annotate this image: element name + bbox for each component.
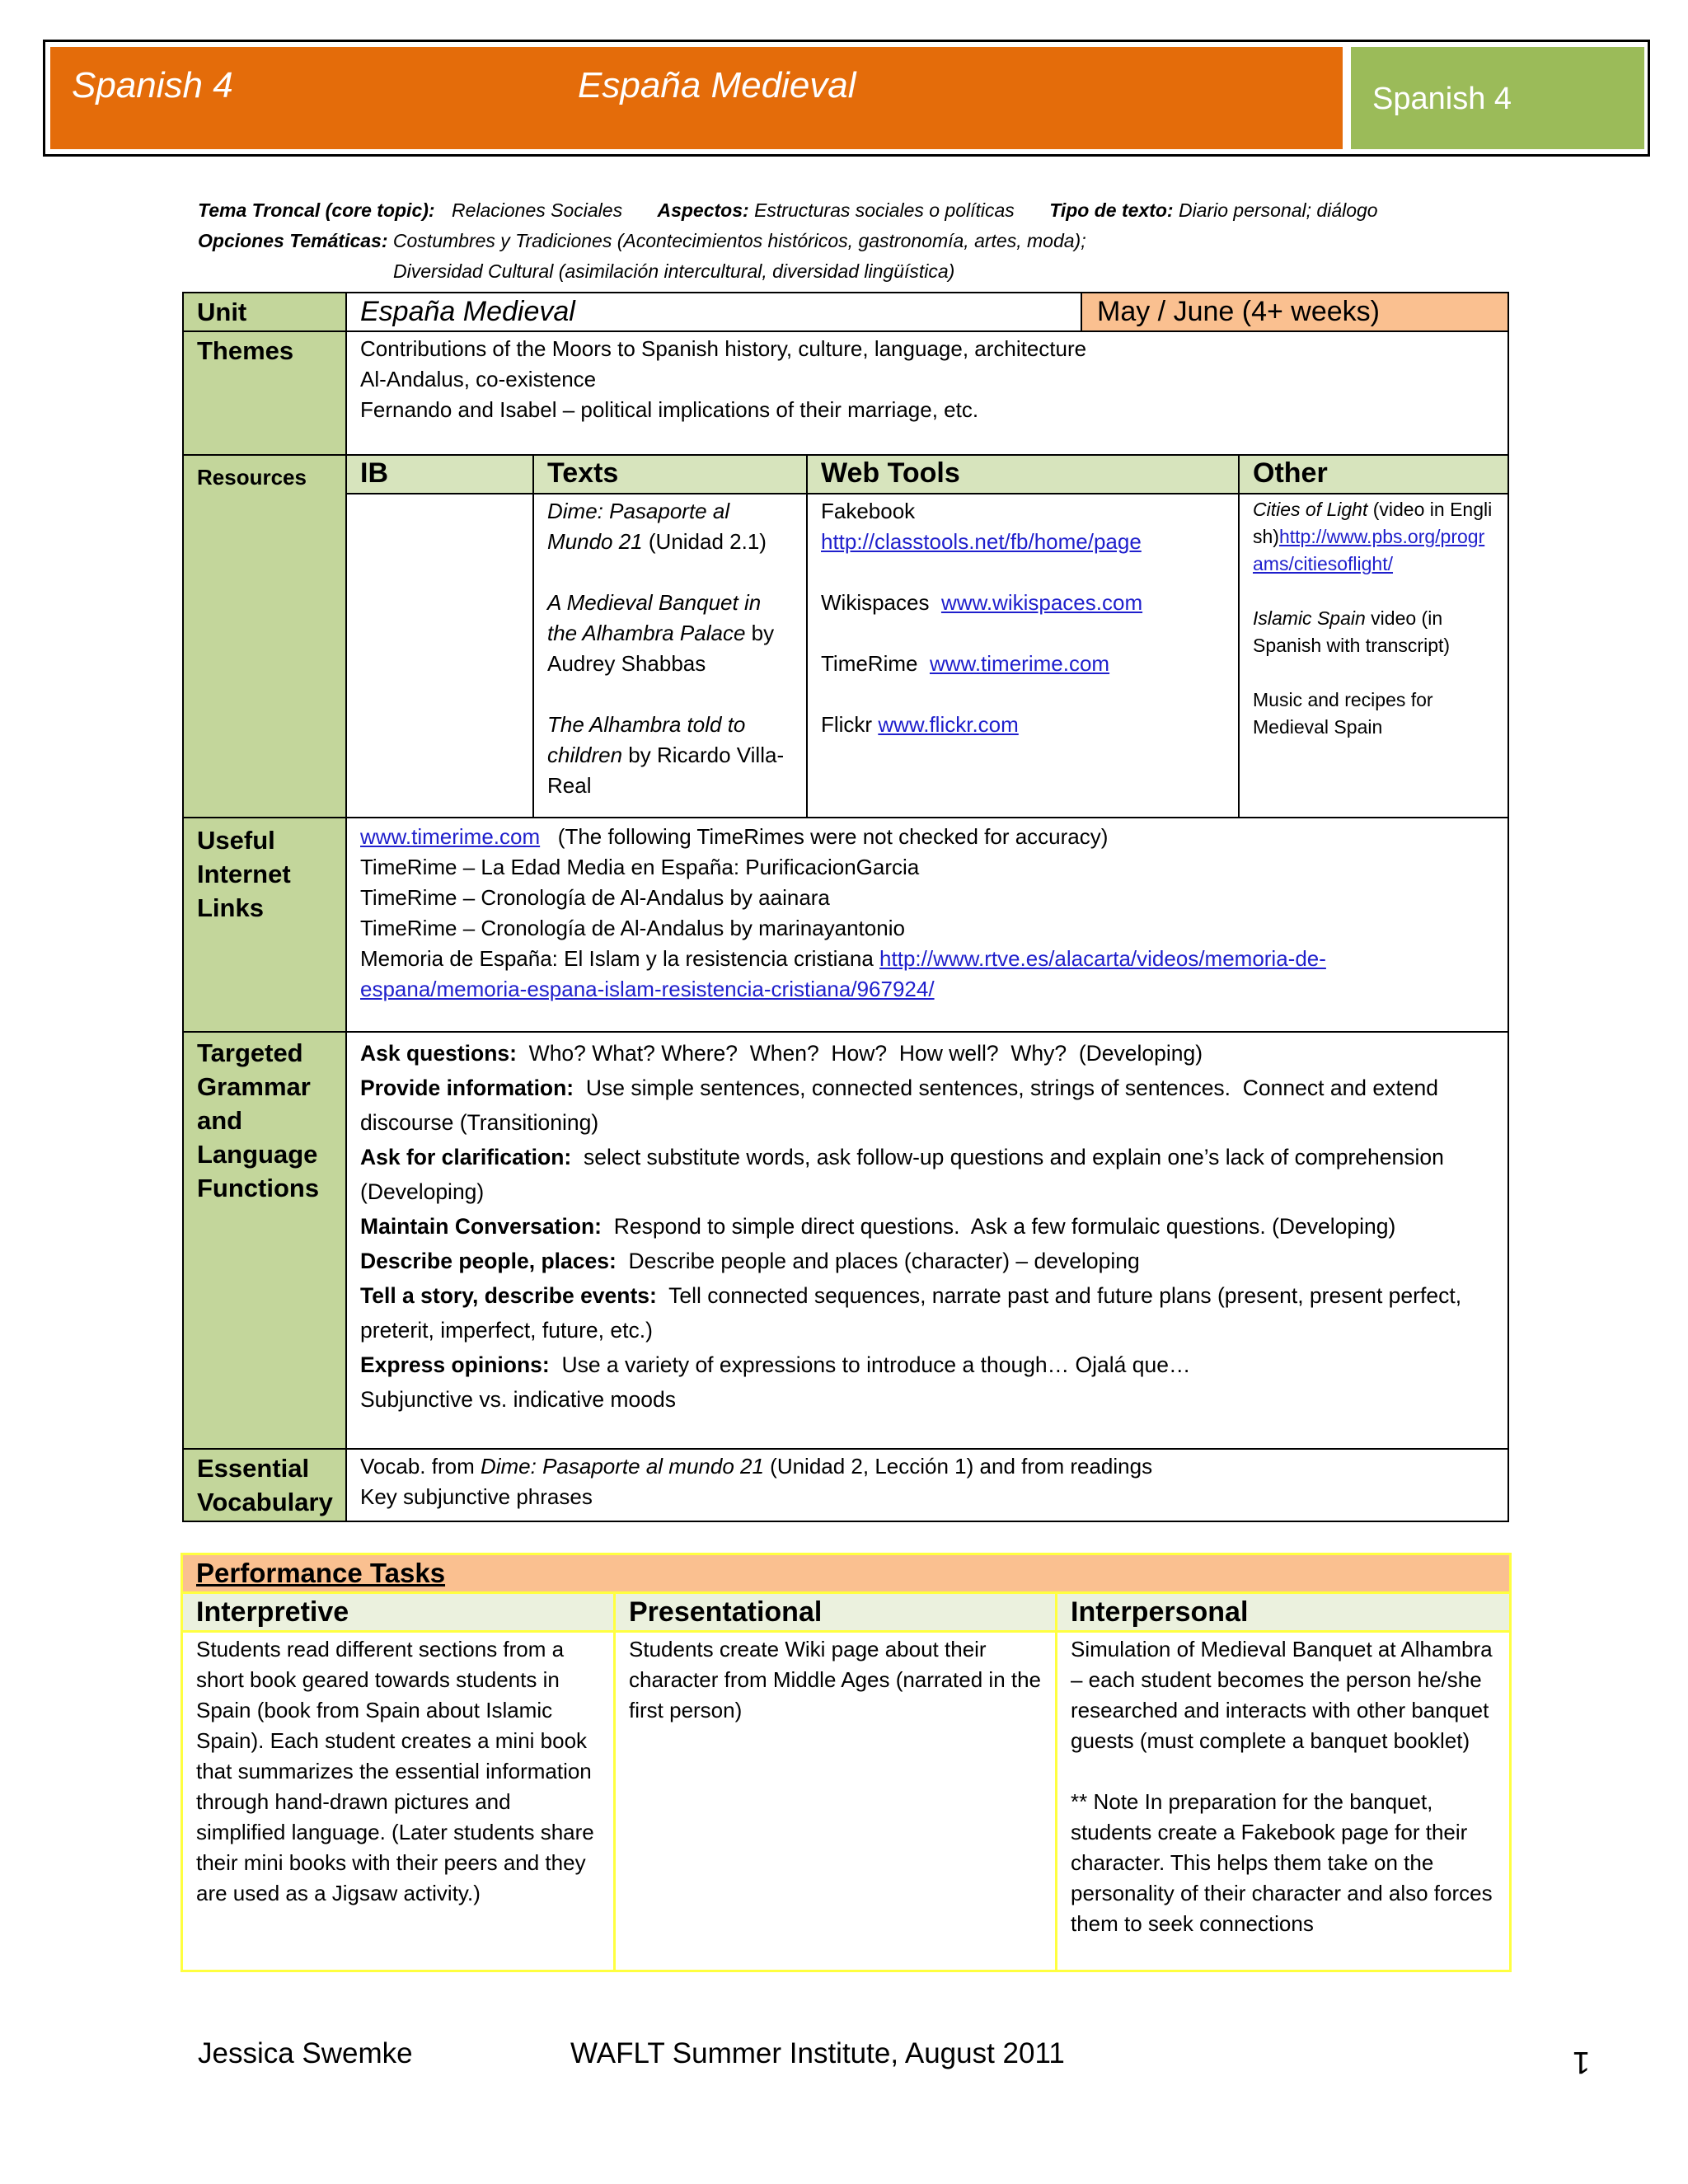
web-tool-fakebook: Fakebook — [821, 499, 916, 523]
aspects-label: Aspectos: — [657, 199, 749, 221]
unit-value: España Medieval — [346, 293, 1081, 331]
theme-item: Fernando and Isabel – political implications of their marriage, etc. — [360, 397, 979, 422]
interpersonal-task-main: Simulation of Medieval Banquet at Alhambra – each student becomes the person he/she researched and interacts with other banquet guests (must complete a banquet booklet) — [1071, 1637, 1493, 1753]
grammar-item: Subjunctive vs. indicative moods — [360, 1387, 676, 1412]
text-resource-dime: Dime: Pasaporte al Mundo 21 (Unidad 2.1) — [547, 499, 767, 554]
resources-label: Resources — [183, 455, 346, 818]
resources-grid — [346, 455, 1508, 818]
page-number: 1 — [1573, 2045, 1591, 2079]
resources-header-ib: IB — [347, 456, 533, 494]
banner-orange-block — [50, 47, 1343, 149]
links-content — [346, 818, 1508, 1032]
link-item: TimeRime – Cronología de Al-Andalus by aainara — [360, 885, 830, 910]
interpersonal-task-note: ** Note In preparation for the banquet, students create a Fakebook page for their character. This helps them take on the personality of their character and also forces them to seek connections — [1071, 1789, 1493, 1936]
theme-item: Al-Andalus, co-existence — [360, 367, 597, 391]
text-resource-banquet: A Medieval Banquet in the Alhambra Palace by Audrey Shabbas — [547, 590, 775, 676]
topic-line-3 — [393, 260, 954, 283]
interpersonal-header: Interpersonal — [1057, 1593, 1511, 1632]
options-value-2: Diversidad Cultural (asimilación intercultural, diversidad lingüística) — [393, 260, 955, 282]
unit-date: May / June (4+ weeks) — [1081, 293, 1508, 331]
grammar-label: Targeted Grammar and Language Functions — [183, 1032, 346, 1449]
memoria-link-item: Memoria de España: El Islam y la resistencia cristiana http://www.rtve.es/alacarta/videos/memoria-de- — [360, 946, 1326, 971]
other-resource-music-recipes: Music and recipes for Medieval Spain — [1253, 689, 1433, 738]
links-note: (The following TimeRimes were not checked for accuracy) — [540, 824, 1109, 849]
presentational-task: Students create Wiki page about their character from Middle Ages (narrated in the first person) — [615, 1632, 1057, 1971]
header-banner — [43, 40, 1650, 157]
vocab-line-2: Key subjunctive phrases — [360, 1484, 593, 1509]
grammar-item: Provide information: Use simple sentences, connected sentences, strings of sentences. Connect and extend discourse (Transitioning) — [360, 1076, 1445, 1135]
banner-course-title: Spanish 4 — [72, 65, 233, 105]
interpretive-task: Students read different sections from a short book geared towards students in Spain (book from Spain about Islamic Spain). Each student creates a mini book that summarizes the essential information through hand-drawn pictures and simplified language. (Later students share their mini books with their peers and they are used as a Jigsaw activity.) — [182, 1632, 615, 1971]
links-label: Useful Internet Links — [183, 818, 346, 1032]
resources-inner-table — [347, 456, 1507, 817]
resources-header-texts: Texts — [533, 456, 807, 494]
resources-ib-cell — [347, 494, 533, 817]
footer-author: Jessica Swemke — [198, 2037, 413, 2069]
core-topic-value: Relaciones Sociales — [451, 199, 623, 221]
options-value-1: Costumbres y Tradiciones (Acontecimientos históricos, gastronomía, artes, moda); — [392, 230, 1086, 251]
grammar-item: Ask questions: Who? What? Where? When? How? How well? Why? (Developing) — [360, 1041, 1203, 1066]
grammar-item: Tell a story, describe events: Tell connected sequences, narrate past and future plans (present, present perfect, preterit, imperfect, future, etc.) — [360, 1283, 1468, 1343]
text-type-label: Tipo de texto: — [1049, 199, 1174, 221]
banner-green-block — [1351, 47, 1644, 149]
banner-unit-title: España Medieval — [578, 65, 856, 105]
grammar-item: Ask for clarification: select substitute words, ask follow-up questions and explain one’s lack of comprehension (Developing) — [360, 1145, 1451, 1204]
fakebook-link[interactable]: http://classtools.net/fb/home/page — [821, 529, 1142, 554]
resources-other-cell — [1239, 494, 1507, 817]
interpersonal-task — [1057, 1632, 1511, 1971]
unit-plan-table — [182, 292, 1509, 1522]
core-topic-label: Tema Troncal (core topic): — [198, 199, 435, 221]
other-resource-islamic-spain: Islamic Spain video (in Spanish with transcript) — [1253, 607, 1451, 656]
link-item: TimeRime – Cronología de Al-Andalus by marinayantonio — [360, 916, 905, 940]
wikispaces-link[interactable]: www.wikispaces.com — [940, 590, 1143, 615]
unit-label: Unit — [183, 293, 346, 331]
footer-event: WAFLT Summer Institute, August 2011 — [570, 2037, 1065, 2069]
rtve-link-cont[interactable]: espana/memoria-espana-islam-resistencia-cristiana/967924/ — [360, 977, 935, 1001]
rtve-link[interactable]: http://www.rtve.es/alacarta/videos/memoria-de- — [879, 946, 1326, 971]
web-tool-wikispaces: Wikispaces www.wikispaces.com — [821, 590, 1143, 615]
themes-label: Themes — [183, 331, 346, 455]
performance-tasks-title: Performance Tasks — [182, 1554, 1511, 1593]
other-resource-cities-of-light: Cities of Light (video in English)http://www.pbs.org/programs/citiesoflight/ — [1253, 499, 1493, 574]
topic-line-1 — [198, 199, 1378, 222]
pbs-link[interactable]: http://www.pbs.org/programs/citiesoflight/ — [1253, 526, 1485, 574]
topic-line-2 — [198, 230, 1086, 252]
presentational-header: Presentational — [615, 1593, 1057, 1632]
grammar-item: Describe people, places: Describe people and places (character) – developing — [360, 1249, 1140, 1273]
options-label: Opciones Temáticas: — [198, 230, 388, 251]
text-resource-alhambra: The Alhambra told to children by Ricardo Villa- Real — [547, 712, 785, 798]
grammar-item: Express opinions: Use a variety of expressions to introduce a though… Ojalá que… — [360, 1352, 1191, 1377]
themes-content — [346, 331, 1508, 455]
vocab-line-1: Vocab. from Dime: Pasaporte al mundo 21 (Unidad 2, Lección 1) and from readings — [360, 1454, 1153, 1479]
link-item: TimeRime – La Edad Media en España: PurificacionGarcia — [360, 855, 920, 879]
resources-texts-cell — [533, 494, 807, 817]
grammar-item: Maintain Conversation: Respond to simple direct questions. Ask a few formulaic questions. (Developing) — [360, 1214, 1396, 1239]
timerime-link[interactable]: www.timerime.com — [929, 651, 1110, 676]
performance-tasks-table — [181, 1553, 1512, 1972]
timerime-main-link[interactable]: www.timerime.com — [360, 824, 541, 849]
aspects-value: Estructuras sociales o políticas — [754, 199, 1015, 221]
flickr-link[interactable]: www.flickr.com — [878, 712, 1019, 737]
resources-header-web-tools: Web Tools — [807, 456, 1239, 494]
web-tool-timerime: TimeRime www.timerime.com — [821, 651, 1110, 676]
interpretive-header: Interpretive — [182, 1593, 615, 1632]
vocab-content — [346, 1449, 1508, 1521]
text-type-value: Diario personal; diálogo — [1178, 199, 1378, 221]
resources-web-tools-cell — [807, 494, 1239, 817]
web-tool-flickr: Flickr www.flickr.com — [821, 712, 1019, 737]
grammar-content — [346, 1032, 1508, 1449]
theme-item: Contributions of the Moors to Spanish history, culture, language, architecture — [360, 336, 1087, 361]
vocab-label: Essential Vocabulary — [183, 1449, 346, 1521]
banner-course-badge: Spanish 4 — [1372, 82, 1512, 116]
resources-header-other: Other — [1239, 456, 1507, 494]
